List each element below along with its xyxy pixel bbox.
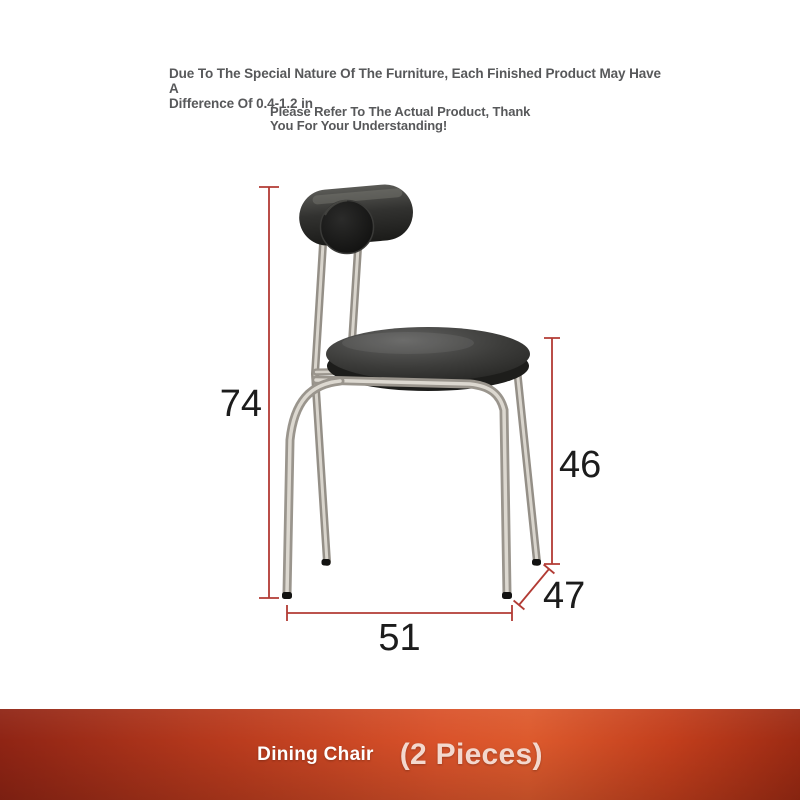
piece-count-label: (2 Pieces) [399, 737, 543, 771]
disclaimer-primary-line2: Difference Of 0.4-1.2 in [169, 96, 313, 111]
dimension-label-overall-height: 74 [219, 383, 262, 425]
dimension-label-seat-width: 51 [378, 617, 421, 659]
disclaimer-primary-line1: Due To The Special Nature Of The Furniture, Each Finished Product May Have A [169, 66, 661, 96]
dimension-label-seat-height: 46 [559, 444, 602, 486]
product-name-label: Dining Chair [257, 743, 374, 765]
disclaimer-secondary-line1: Please Refer To The Actual Product, Thank [270, 104, 531, 119]
disclaimer-secondary-line2: You For Your Understanding! [270, 118, 448, 133]
footer-banner [0, 709, 800, 800]
chair-backrest [297, 182, 415, 253]
dimension-label-seat-depth: 47 [543, 575, 586, 617]
